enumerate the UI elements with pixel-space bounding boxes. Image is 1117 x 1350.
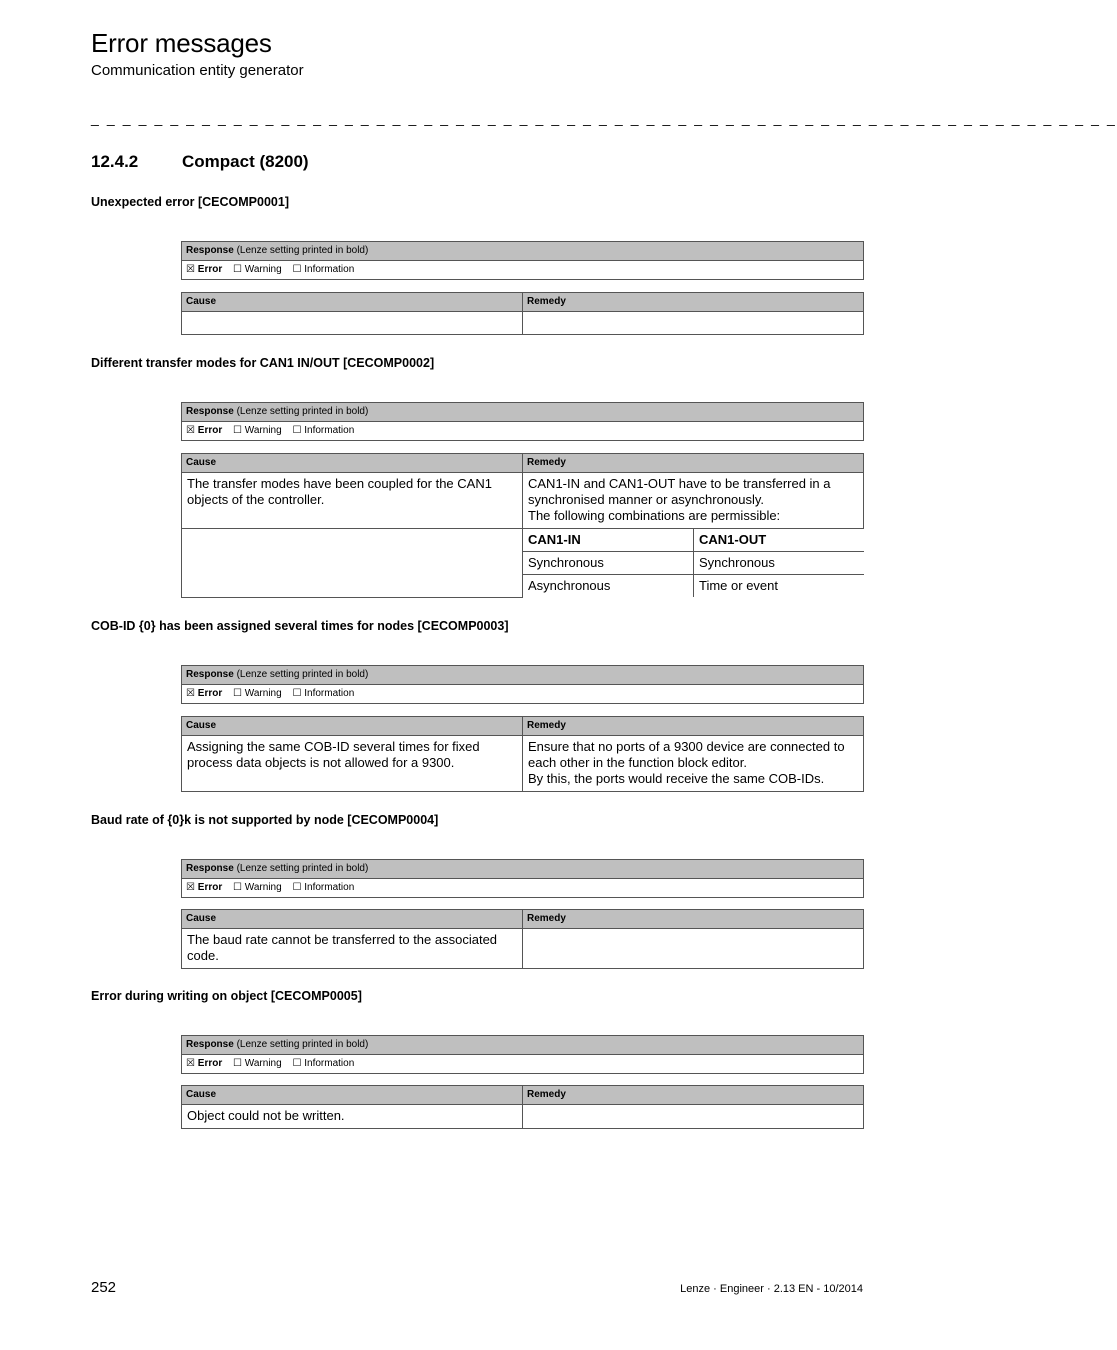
response-options <box>182 261 864 280</box>
option-error: Error <box>197 1058 223 1069</box>
remedy-text: The following combinations are permissible: <box>528 508 781 523</box>
empty-box-icon: ☐ <box>292 425 302 436</box>
option-information: Information <box>304 882 355 893</box>
response-header: Response (Lenze setting printed in bold) <box>182 860 864 879</box>
response-header: Response (Lenze setting printed in bold) <box>182 1036 864 1055</box>
empty-box-icon: ☐ <box>233 425 242 436</box>
cause-header: Cause <box>182 910 523 929</box>
option-information: Information <box>304 688 355 699</box>
remedy-header: Remedy <box>523 910 864 929</box>
empty-cell <box>182 529 523 598</box>
response-table <box>181 241 864 280</box>
section-title: Compact (8200) <box>182 152 309 171</box>
option-error: Error <box>197 882 223 893</box>
option-warning: Warning <box>244 882 282 893</box>
empty-box-icon: ☐ <box>233 688 242 699</box>
response-header: Response (Lenze setting printed in bold) <box>182 403 864 422</box>
message-title: Error during writing on object [CECOMP0005] <box>91 989 362 1003</box>
remedy-cell <box>523 736 864 792</box>
combination-value: Asynchronous <box>523 575 694 598</box>
response-table <box>181 1035 864 1074</box>
cause-header: Cause <box>182 1086 523 1105</box>
publisher-info: Lenze · Engineer · 2.13 EN - 10/2014 <box>680 1283 863 1295</box>
cause-header: Cause <box>182 717 523 736</box>
cause-remedy-table <box>181 292 864 335</box>
message-title: COB-ID {0} has been assigned several times for nodes [CECOMP0003] <box>91 619 509 633</box>
cause-cell: The transfer modes have been coupled for the CAN1 objects of the controller. <box>182 473 523 529</box>
empty-box-icon: ☐ <box>292 882 302 893</box>
combination-cell <box>523 529 864 598</box>
cause-remedy-table <box>181 909 864 969</box>
remedy-cell <box>523 1105 864 1129</box>
response-table <box>181 402 864 441</box>
remedy-header: Remedy <box>523 717 864 736</box>
section-number: 12.4.2 <box>91 152 139 171</box>
empty-box-icon: ☐ <box>292 688 302 699</box>
response-header: Response (Lenze setting printed in bold) <box>182 666 864 685</box>
option-warning: Warning <box>244 688 282 699</box>
cause-header: Cause <box>182 293 523 312</box>
option-information: Information <box>304 1058 355 1069</box>
remedy-cell <box>523 473 864 529</box>
option-information: Information <box>304 264 355 275</box>
message-title: Different transfer modes for CAN1 IN/OUT [CECOMP0002] <box>91 356 435 370</box>
response-options <box>182 1055 864 1074</box>
page-title: Error messages <box>91 28 272 58</box>
option-error: Error <box>197 688 223 699</box>
checked-box-icon: ☒ <box>186 882 195 893</box>
cause-remedy-table <box>181 1085 864 1129</box>
remedy-cell <box>523 929 864 969</box>
option-error: Error <box>197 425 223 436</box>
combination-header: CAN1-OUT <box>694 529 864 552</box>
page-number: 252 <box>91 1279 117 1296</box>
empty-box-icon: ☐ <box>233 882 242 893</box>
option-warning: Warning <box>244 425 282 436</box>
remedy-cell <box>523 312 864 335</box>
response-options <box>182 422 864 441</box>
cause-cell: Assigning the same COB-ID several times for fixed process data objects is not allowed for a 9300. <box>182 736 523 792</box>
cause-remedy-table <box>181 453 864 598</box>
cause-header: Cause <box>182 454 523 473</box>
remedy-header: Remedy <box>523 1086 864 1105</box>
option-warning: Warning <box>244 264 282 275</box>
combination-header: CAN1-IN <box>528 532 581 547</box>
cause-cell: The baud rate cannot be transferred to the associated code. <box>182 929 523 969</box>
combination-table <box>523 529 864 597</box>
remedy-text: By this, the ports would receive the same COB-IDs. <box>528 771 825 786</box>
empty-box-icon: ☐ <box>233 1058 242 1069</box>
response-table <box>181 859 864 898</box>
response-options <box>182 685 864 704</box>
response-table <box>181 665 864 704</box>
checked-box-icon: ☒ <box>186 1058 195 1069</box>
remedy-text: Ensure that no ports of a 9300 device are connected to each other in the function block editor. <box>528 739 845 770</box>
cause-remedy-table <box>181 716 864 792</box>
remedy-header: Remedy <box>523 293 864 312</box>
checked-box-icon: ☒ <box>186 264 195 275</box>
response-options <box>182 879 864 898</box>
cause-cell <box>182 312 523 335</box>
option-information: Information <box>304 425 355 436</box>
option-warning: Warning <box>244 1058 282 1069</box>
checked-box-icon: ☒ <box>186 425 195 436</box>
empty-box-icon: ☐ <box>233 264 242 275</box>
message-title: Baud rate of {0}k is not supported by node [CECOMP0004] <box>91 813 439 827</box>
combination-value: Synchronous <box>523 552 694 575</box>
empty-box-icon: ☐ <box>292 264 302 275</box>
empty-box-icon: ☐ <box>292 1058 302 1069</box>
section-heading <box>91 152 309 172</box>
combination-value: Synchronous <box>694 552 864 575</box>
combination-value: Time or event <box>694 575 864 598</box>
page-subtitle: Communication entity generator <box>91 62 304 79</box>
header-divider: _ _ _ _ _ _ _ _ _ _ _ _ _ _ _ _ _ _ _ _ _ _ _ _ _ _ _ _ _ _ _ _ _ _ _ _ _ _ _ _ _ _ _ _ _ _ _ _ _ _ _ _ _ _ _ _ _ _ _ _ _ _ _ _ _ <box>91 110 1117 126</box>
message-title: Unexpected error [CECOMP0001] <box>91 195 289 209</box>
remedy-text: CAN1-IN and CAN1-OUT have to be transferred in a synchronised manner or asynchronously. <box>528 476 831 507</box>
cause-cell: Object could not be written. <box>182 1105 523 1129</box>
remedy-header: Remedy <box>523 454 864 473</box>
option-error: Error <box>197 264 223 275</box>
checked-box-icon: ☒ <box>186 688 195 699</box>
response-header: Response (Lenze setting printed in bold) <box>182 242 864 261</box>
